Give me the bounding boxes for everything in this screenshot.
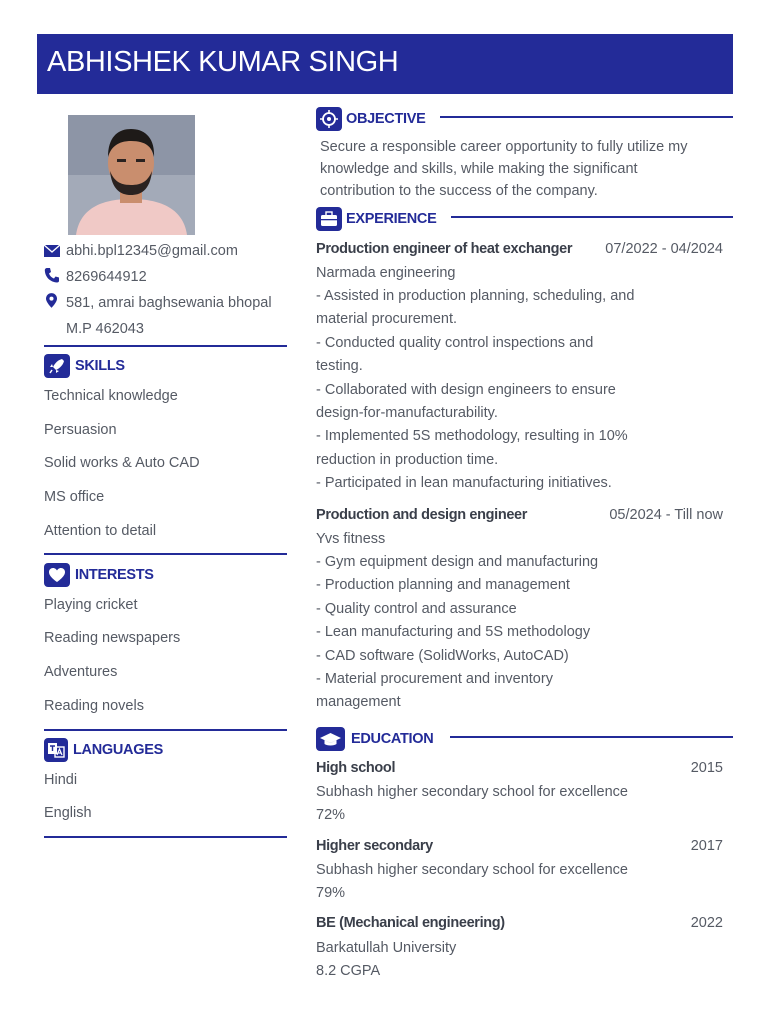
contact-address-row	[44, 290, 294, 342]
graduation-cap-icon	[316, 727, 345, 751]
interest-item: Playing cricket	[44, 597, 138, 613]
degree-year: 2015	[690, 760, 723, 776]
score: 8.2 CGPA	[316, 963, 381, 979]
degree-year: 2022	[690, 915, 723, 931]
job-line: - Implemented 5S methodology, resulting in 10%	[316, 428, 628, 445]
education-heading: EDUCATION	[351, 731, 434, 747]
skills-heading: SKILLS	[75, 358, 125, 374]
location-pin-icon	[46, 293, 57, 308]
address-line-2: M.P 462043	[66, 321, 144, 337]
job-line: material procurement.	[316, 311, 458, 328]
target-icon	[316, 107, 342, 131]
objective-line: Secure a responsible career opportunity to fully utilize my	[320, 139, 688, 155]
school-name: Subhash higher secondary school for excellence	[316, 862, 628, 878]
job-line: reduction in production time.	[316, 451, 499, 468]
phone-icon	[44, 267, 60, 283]
school-name: Subhash higher secondary school for excellence	[316, 784, 628, 800]
job-line: - Assisted in production planning, scheduling, and	[316, 288, 635, 304]
interest-item: Adventures	[44, 664, 118, 680]
divider	[44, 729, 287, 731]
job-line: - Gym equipment design and manufacturing	[316, 554, 599, 570]
company-name: Yvs fitness	[316, 531, 386, 547]
briefcase-icon	[316, 207, 342, 231]
job-line: - Lean manufacturing and 5S methodology	[316, 624, 591, 641]
job-description	[316, 551, 696, 715]
school-name: Barkatullah University	[316, 940, 457, 956]
company-name: Narmada engineering	[316, 265, 456, 281]
objective-heading: OBJECTIVE	[346, 111, 426, 127]
degree-title: High school	[316, 760, 396, 776]
divider	[451, 216, 733, 218]
objective-line: knowledge and skills, while making the significant	[320, 161, 638, 177]
profile-photo	[68, 115, 195, 235]
contact-email-row[interactable]	[44, 238, 294, 264]
divider	[44, 553, 287, 555]
interest-item: Reading novels	[44, 698, 144, 714]
phone-text: 8269644912	[66, 269, 147, 285]
divider	[450, 736, 733, 738]
skill-item: MS office	[44, 489, 105, 505]
heart-icon	[44, 563, 70, 587]
job-title: Production and design engineer	[316, 507, 528, 523]
person-illustration	[68, 115, 195, 235]
job-line: testing.	[316, 358, 363, 375]
interests-heading: INTERESTS	[75, 567, 154, 583]
score: 72%	[316, 807, 346, 823]
objective-line: contribution to the success of the company.	[320, 183, 598, 199]
language-item: English	[44, 805, 92, 821]
experience-heading: EXPERIENCE	[346, 211, 437, 227]
job-line: - Quality control and assurance	[316, 600, 517, 617]
job-line: - Participated in lean manufacturing initiatives.	[316, 475, 612, 492]
email-text[interactable]: abhi.bpl12345@gmail.com	[66, 243, 238, 259]
skill-item: Persuasion	[44, 422, 117, 438]
job-description	[316, 285, 696, 496]
score: 79%	[316, 885, 346, 901]
divider	[440, 116, 733, 118]
job-dates: 07/2022 - 04/2024	[605, 241, 723, 257]
name-banner	[37, 34, 733, 94]
job-line: - Production planning and management	[316, 577, 570, 594]
divider	[44, 836, 287, 838]
skill-item: Attention to detail	[44, 523, 157, 539]
degree-title: BE (Mechanical engineering)	[316, 915, 505, 931]
language-item: Hindi	[44, 772, 78, 788]
job-line: - Conducted quality control inspections and	[316, 334, 594, 351]
degree-year: 2017	[690, 838, 723, 854]
degree-title: Higher secondary	[316, 838, 433, 854]
skill-item: Technical knowledge	[44, 388, 178, 404]
job-line: - Collaborated with design engineers to ensure	[316, 381, 616, 398]
translate-icon	[44, 738, 68, 762]
address-line-1: 581, amrai baghsewania bhopal	[66, 295, 272, 311]
divider	[44, 345, 287, 347]
rocket-icon	[44, 354, 70, 378]
job-line: - Material procurement and inventory	[316, 671, 553, 688]
contact-phone-row	[44, 264, 294, 290]
job-title: Production engineer of heat exchanger	[316, 241, 573, 257]
interest-item: Reading newspapers	[44, 630, 181, 646]
job-dates: 05/2024 - Till now	[609, 507, 723, 523]
email-icon	[44, 244, 60, 258]
job-line: - CAD software (SolidWorks, AutoCAD)	[316, 647, 569, 664]
job-line: management	[316, 694, 401, 711]
job-line: design-for-manufacturability.	[316, 405, 498, 422]
candidate-name: ABHISHEK KUMAR SINGH	[47, 46, 399, 78]
skill-item: Solid works & Auto CAD	[44, 455, 200, 471]
languages-heading: LANGUAGES	[73, 742, 163, 758]
